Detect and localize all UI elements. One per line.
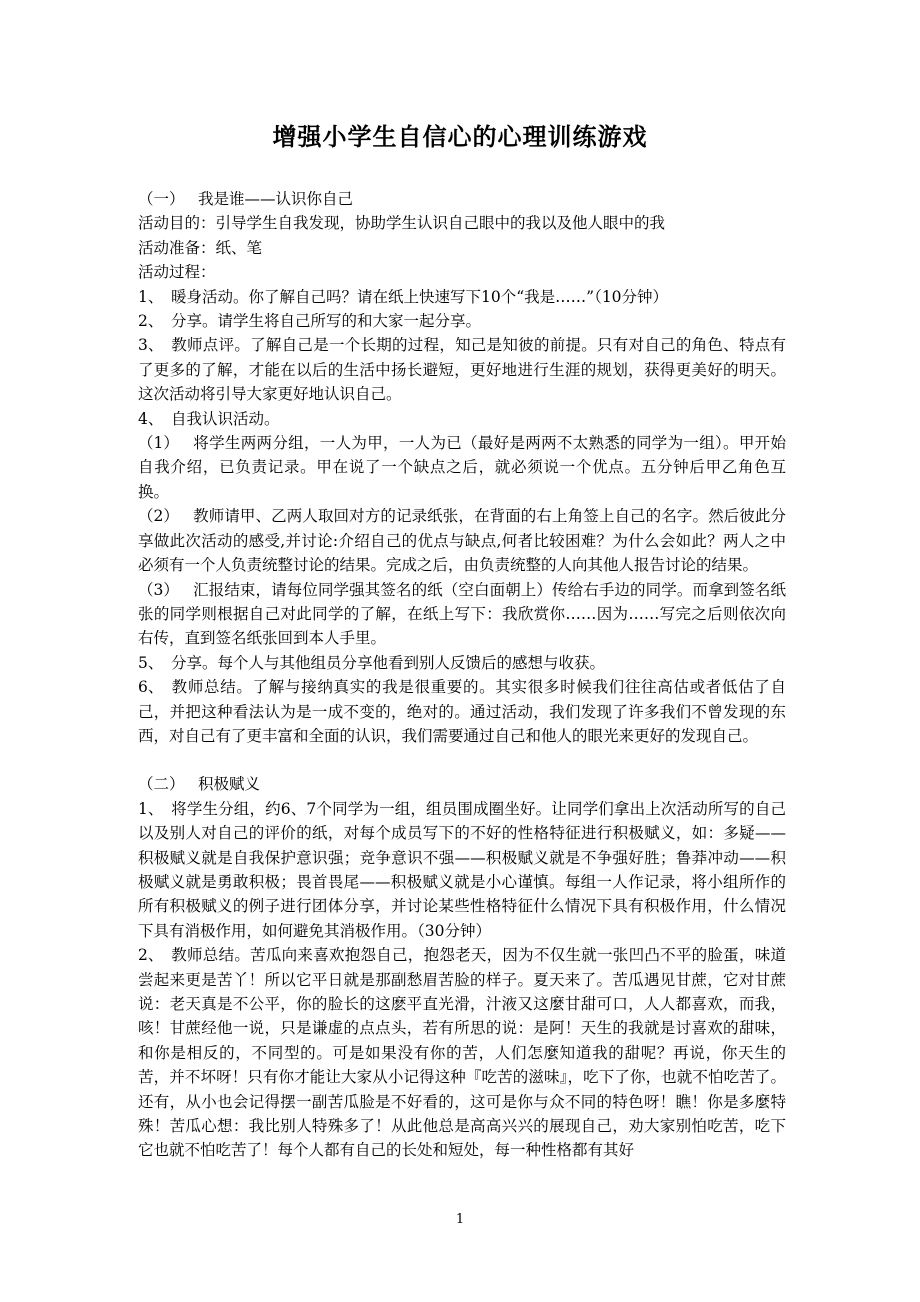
list-item (138, 333, 786, 406)
item-number: 6、 (138, 678, 164, 697)
item-text: 暖身活动。你了解自己吗？请在纸上快速写下10个“我是……”（10分钟） (171, 287, 669, 306)
section-spacer (138, 748, 786, 772)
sub-item-number: （3） (138, 580, 179, 599)
section1-heading (138, 187, 786, 211)
document-body (138, 187, 786, 1163)
list-item (138, 943, 786, 1163)
item-number: 2、 (138, 312, 164, 331)
section2-number: （二） (138, 775, 185, 794)
item-number: 2、 (138, 946, 164, 965)
section2-heading (138, 772, 786, 796)
section1-title: 我是谁——认识你自己 (198, 190, 354, 208)
sub-item (138, 504, 786, 577)
item-number: 1、 (138, 799, 164, 818)
sub-item-text: 将学生两两分组，一人为甲，一人为已（最好是两两不太熟悉的同学为一组）。甲开始自我介绍，已负责记录。甲在说了一个缺点之后，就必须说一个优点。五分钟后甲乙角色互换。 (138, 434, 786, 501)
list-item (138, 675, 786, 748)
section2-title: 积极赋义 (198, 775, 261, 794)
activity-purpose: 活动目的：引导学生自我发现，协助学生认识自己眼中的我以及他人眼中的我 (138, 214, 666, 233)
sub-item-text: 教师请甲、乙两人取回对方的记录纸张，在背面的右上角签上自己的名字。然后彼此分享做此次活动的感受,并讨论:介绍自己的优点与缺点,何者比较困难？为什么会如此？两人之中必须有一个人负责统整讨论的结果。完成之后，由负责统整的人向其他人报告讨论的结果。 (138, 507, 786, 575)
item-text: 分享。每个人与其他组员分享他看到别人反馈后的感想与收获。 (171, 653, 606, 672)
section1-number: （一） (138, 190, 185, 208)
list-item (138, 651, 786, 675)
item-number: 5、 (138, 653, 164, 672)
sub-item-number: （1） (138, 434, 179, 453)
item-text: 教师总结。了解与接纳真实的我是很重要的。其实很多时候我们往往高估或者低估了自己，并把这种看法认为是一成不变的，绝对的。通过活动，我们发现了许多我们不曾发现的东西，对自己有了更丰富和全面的认识，我们需要通过自己和他人的眼光来更好的发现自己。 (138, 678, 786, 745)
page-number: 1 (455, 1212, 465, 1227)
list-item (138, 407, 786, 431)
item-number: 1、 (138, 287, 164, 306)
item-text: 分享。请学生将自己所写的和大家一起分享。 (171, 312, 482, 331)
item-number: 4、 (138, 409, 164, 428)
list-item (138, 797, 786, 943)
sub-item-text: 汇报结束，请每位同学强其签名的纸（空白面朝上）传给右手边的同学。而拿到签名纸张的同学则根据自己对此同学的了解，在纸上写下：我欣赏你……因为……写完之后则依次向右传，直到签名纸张回到本人手里。 (138, 580, 786, 648)
item-text: 教师总结。苦瓜向来喜欢抱怨自己，抱怨老天，因为不仅生就一张凹凸不平的脸蛋，味道尝起来更是苦丫！所以它平日就是那副愁眉苦脸的样子。夏天来了。苦瓜遇见甘蔗，它对甘蔗说：老天真是不公平，你的脸长的这麽平直光滑，汁液又这麼甘甜可口，人人都喜欢，而我，咳！甘蔗经他一说，只是谦虚的点点头，若有所思的说：是阿！天生的我就是讨喜欢的甜味，和你是相反的，不同型的。可是如果没有你的苦，人们怎麼知道我的甜呢？再说，你天生的苦，并不坏呀！只有你才能让大家从小记得这种『吃苦的滋味』，吃下了你，也就不怕吃苦了。还有，从小也会记得摆一副苦瓜脸是不好看的，这可是你与众不同的特色呀！瞧！你是多麼特殊！苦瓜心想：我比别人特殊多了！从此他总是高高兴兴的展现自己，劝大家别怕吃苦，吃下它也就不怕吃苦了！每个人都有自己的长处和短处，每一种性格都有其好 (138, 946, 786, 1160)
sub-item (138, 431, 786, 504)
activity-prep: 活动准备：纸、笔 (138, 238, 263, 257)
item-text: 将学生分组，约6、7个同学为一组，组员围成圈坐好。让同学们拿出上次活动所写的自己以及别人对自己的评价的纸，对每个成员写下的不好的性格特征进行积极赋义，如：多疑——积极赋义就是自我保护意识强；竞争意识不强——积极赋义就是不争强好胜；鲁莽冲动——积极赋义就是勇敢积极；畏首畏尾——积极赋义就是小心谨慎。每组一人作记录，将小组所作的所有积极赋义的例子进行团体分享，并讨论某些性格特征什么情况下具有积极作用，什么情况下具有消极作用，如何避免其消极作用。（30分钟） (138, 799, 786, 940)
sub-item-number: （2） (138, 507, 179, 526)
item-text: 自我认识活动。 (171, 409, 280, 428)
document-title: 增强小学生自信心的心理训练游戏 (272, 122, 648, 151)
sub-item (138, 578, 786, 651)
item-number: 3、 (138, 336, 164, 355)
activity-process-label: 活动过程： (138, 263, 216, 282)
list-item (138, 309, 786, 333)
item-text: 教师点评。了解自己是一个长期的过程，知己是知彼的前提。只有对自己的角色、特点有了更多的了解，才能在以后的生活中扬长避短，更好地进行生涯的规划，获得更美好的明天。这次活动将引导大家更好地认识自己。 (138, 336, 786, 404)
list-item (138, 285, 786, 309)
